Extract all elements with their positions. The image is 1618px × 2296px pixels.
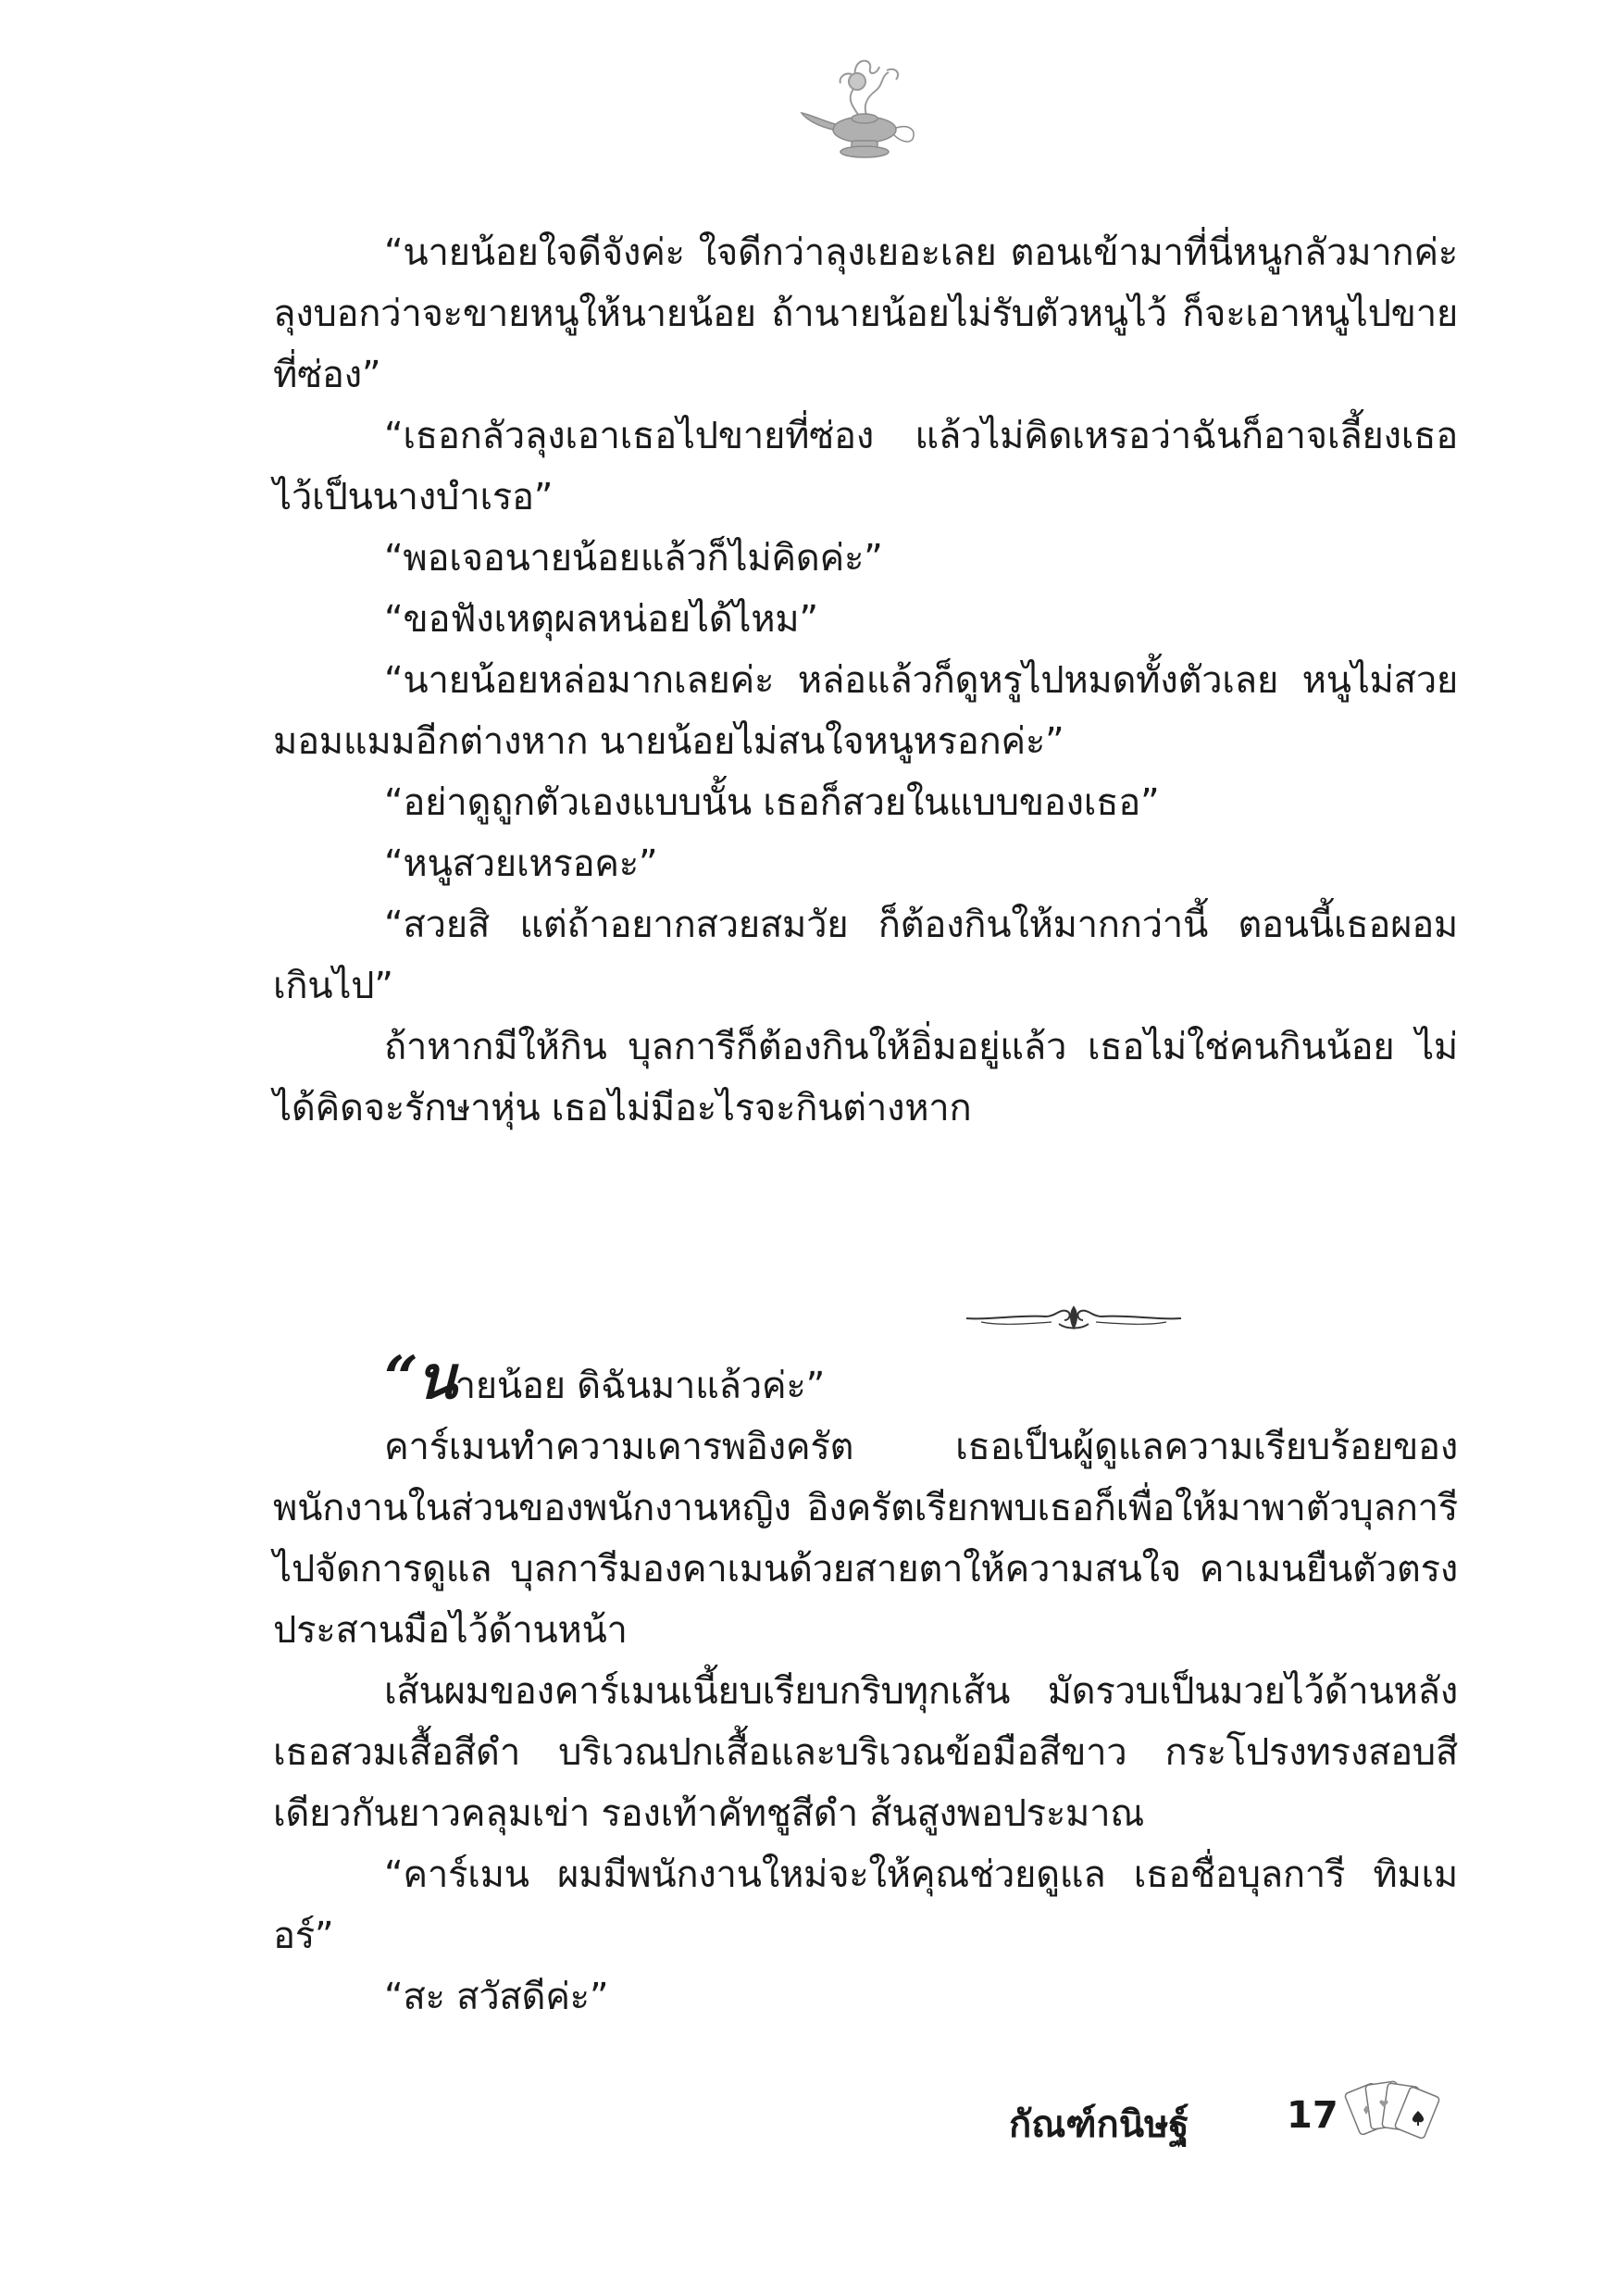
text-section-2	[273, 1343, 1458, 2028]
text-section-1	[273, 222, 1458, 1139]
paragraph: “หนูสวยเหรอคะ”	[384, 842, 658, 885]
paragraph: “สวยสิ แต่ถ้าอยากสวยสมวัย ก็ต้องกินให้มากกว่านี้ ตอนนี้เธอผอมเกินไป”	[273, 904, 1458, 1007]
ornament-divider-icon	[963, 1300, 1185, 1337]
paragraph: “พอเจอนายน้อยแล้วก็ไม่คิดค่ะ”	[384, 537, 883, 580]
page-footer	[1009, 2074, 1472, 2157]
section-opening-paragraph	[273, 1343, 1458, 1416]
page-number: 17	[1287, 2094, 1338, 2137]
paragraph: “นายน้อยใจดีจังค่ะ ใจดีกว่าลุงเยอะเลย ตอนเข้ามาที่นี่หนูกลัวมากค่ะ ลุงบอกว่าจะขายหนูให้นายน้อย ถ้านายน้อยไม่รับตัวหนูไว้ ก็จะเอาหนูไปขายที่ซ่อง”	[273, 231, 1458, 396]
paragraph: คาร์เมนทำความเคารพอิงครัต เธอเป็นผู้ดูแลความเรียบร้อยของพนักงานในส่วนของพนักงานหญิง อิงครัตเรียกพบเธอก็เพื่อให้มาพาตัวบุลการีไปจัดการดูแล บุลการีมองคาเมนด้วยสายตาให้ความสนใจ คาเมนยืนตัวตรงประสานมือไว้ด้านหน้า	[273, 1426, 1458, 1652]
genie-lamp-icon	[798, 54, 929, 165]
footer-author: กัณฑ์กนิษฐ์	[1009, 2103, 1189, 2146]
paragraph: “อย่าดูถูกตัวเองแบบนั้น เธอก็สวยในแบบของเธอ”	[384, 781, 1160, 824]
paragraph: “สะ สวัสดีค่ะ”	[384, 1976, 609, 2018]
paragraph: “เธอกลัวลุงเอาเธอไปขายที่ซ่อง แล้วไม่คิดเหรอว่าฉันก็อาจเลี้ยงเธอไว้เป็นนางบำเรอ”	[273, 415, 1458, 518]
drop-cap: “น	[384, 1343, 455, 1413]
paragraph: “ขอฟังเหตุผลหน่อยได้ไหม”	[384, 598, 818, 641]
playing-cards-icon	[1344, 2074, 1446, 2157]
paragraph: “คาร์เมน ผมมีพนักงานใหม่จะให้คุณช่วยดูแล เธอชื่อบุลการี ทิมเมอร์”	[273, 1853, 1458, 1957]
paragraph: ถ้าหากมีให้กิน บุลการีก็ต้องกินให้อิ่มอยู่แล้ว เธอไม่ใช่คนกินน้อย ไม่ได้คิดจะรักษาหุ่น เธอไม่มีอะไรจะกินต่างหาก	[273, 1026, 1458, 1129]
opening-text: ายน้อย ดิฉันมาแล้วค่ะ”	[454, 1365, 825, 1407]
paragraph: เส้นผมของคาร์เมนเนี้ยบเรียบกริบทุกเส้น มัดรวบเป็นมวยไว้ด้านหลัง เธอสวมเสื้อสีดำ บริเวณปกเสื้อและบริเวณข้อมือสีขาว กระโปรงทรงสอบสีเดียวกันยาวคลุมเข่า รองเท้าคัทชูสีดำ ส้นสูงพอประมาณ	[273, 1670, 1458, 1835]
paragraph: “นายน้อยหล่อมากเลยค่ะ หล่อแล้วก็ดูหรูไปหมดทั้งตัวเลย หนูไม่สวย มอมแมมอีกต่างหาก นายน้อยไม่สนใจหนูหรอกค่ะ”	[273, 659, 1458, 763]
